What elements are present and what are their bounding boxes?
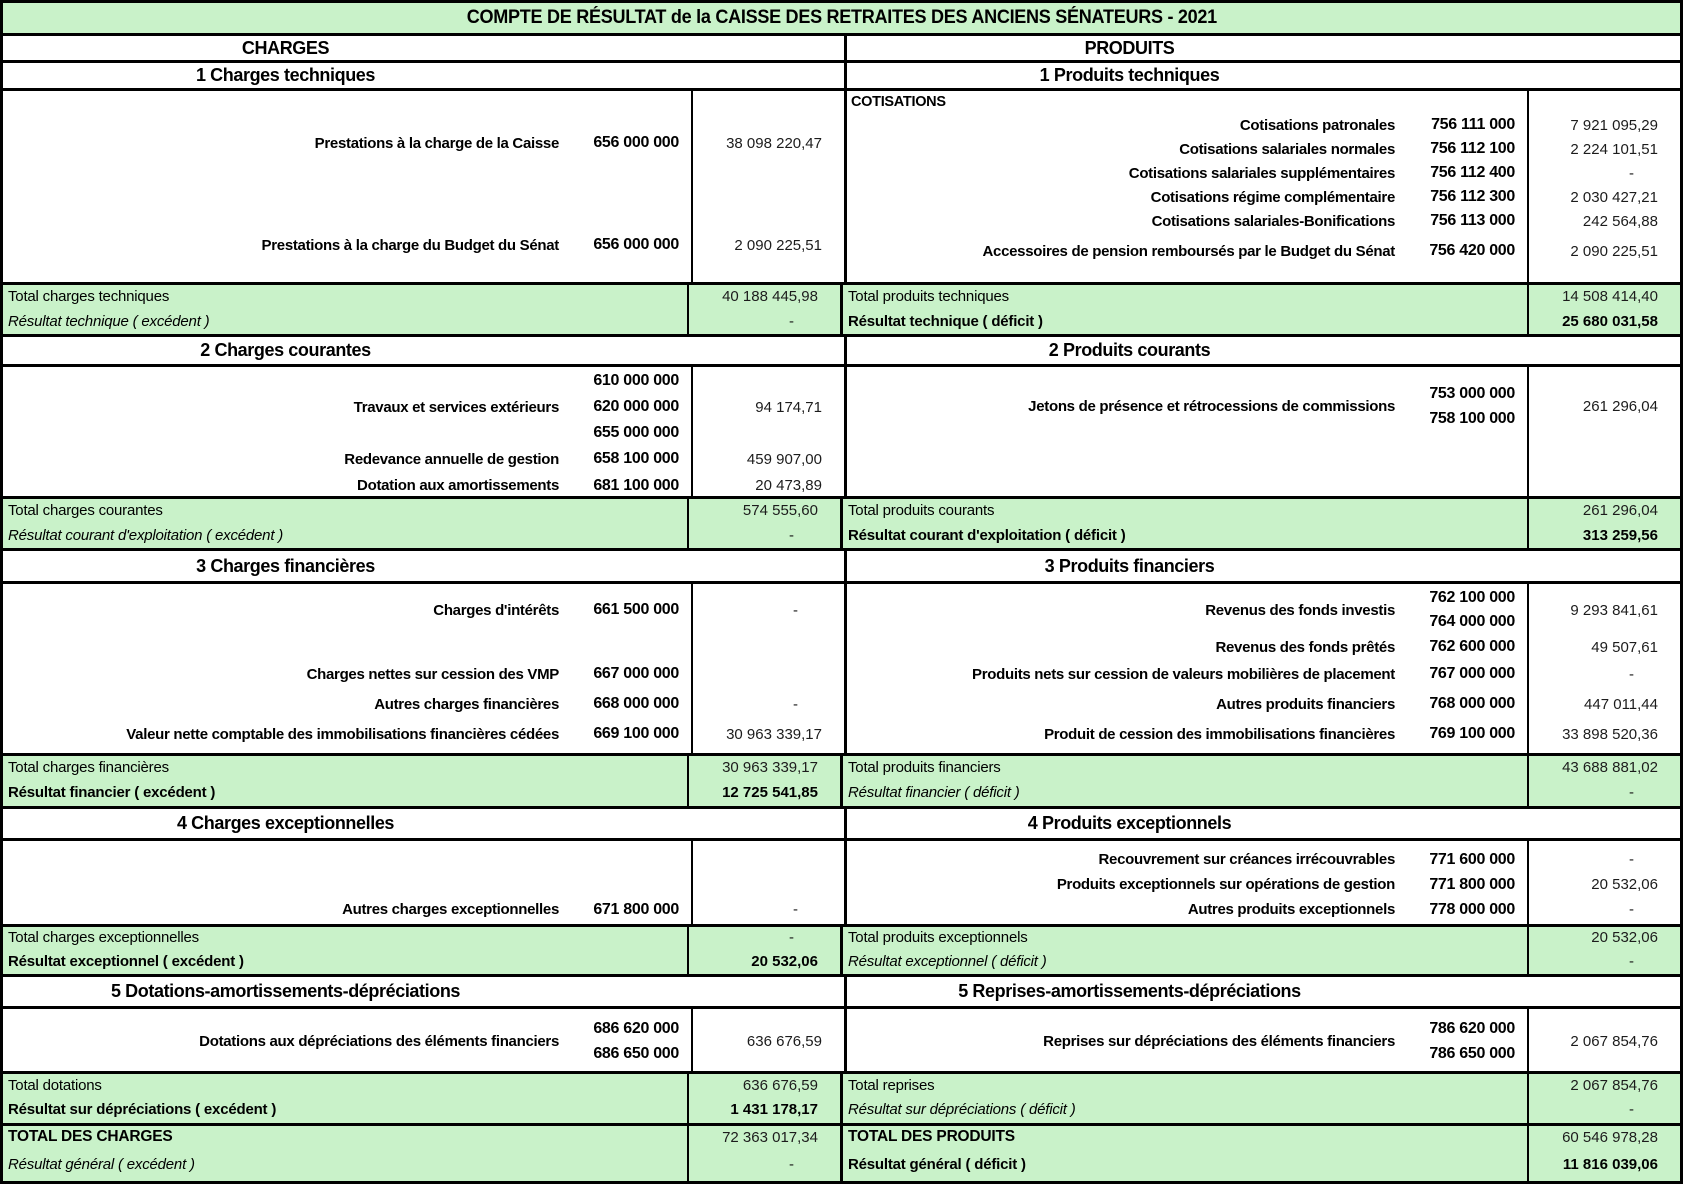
row-label: Redevance annuelle de gestion bbox=[344, 450, 559, 468]
section3-total-row bbox=[3, 753, 1680, 779]
result-label: Résultat sur dépréciations ( excédent ) bbox=[8, 1101, 277, 1118]
account-number: 764 000 000 bbox=[1429, 613, 1515, 630]
spacer bbox=[847, 367, 1680, 381]
amount-cell: 30 963 339,17 bbox=[726, 725, 822, 743]
row-label: Charges nettes sur cession des VMP bbox=[306, 665, 559, 683]
body-row bbox=[3, 446, 844, 472]
body-row bbox=[847, 239, 1680, 263]
charges-financieres-body bbox=[3, 584, 844, 753]
account-number: 756 111 000 bbox=[1431, 116, 1515, 133]
section2-produits-header-cell bbox=[844, 337, 1680, 364]
account-number: 756 112 400 bbox=[1430, 164, 1515, 181]
total-amount: - bbox=[687, 927, 840, 948]
amount-cell: 9 293 841,61 bbox=[1570, 601, 1658, 619]
value-column-divider bbox=[1527, 367, 1529, 496]
section2-charges-title: 2 Charges courantes bbox=[200, 340, 371, 360]
result-row-charges bbox=[3, 948, 840, 974]
total-amount: 40 188 445,98 bbox=[687, 285, 840, 308]
result-row-produits bbox=[840, 779, 1680, 806]
row-label: Autres charges exceptionnelles bbox=[342, 901, 559, 918]
spacer bbox=[3, 91, 844, 131]
total-amount: 261 296,04 bbox=[1527, 499, 1680, 522]
account-number: 669 100 000 bbox=[593, 725, 679, 742]
amount-cell: - bbox=[1629, 164, 1634, 182]
result-row-charges bbox=[3, 1096, 840, 1123]
value-column-divider bbox=[691, 841, 693, 924]
section4-body-row bbox=[3, 838, 1680, 924]
amount-cell: 20 532,06 bbox=[1591, 876, 1658, 893]
total-row-produits bbox=[840, 285, 1680, 308]
grand-total-amount: 60 546 978,28 bbox=[1527, 1126, 1680, 1148]
section4-produits-header-cell bbox=[844, 809, 1680, 838]
total-label: Total produits exceptionnels bbox=[848, 929, 1028, 946]
row-label: Cotisations salariales supplémentaires bbox=[1128, 164, 1395, 182]
account-number: 756 420 000 bbox=[1429, 242, 1515, 259]
produits-financiers-body bbox=[844, 584, 1680, 753]
body-row bbox=[847, 137, 1680, 161]
account-number: 762 600 000 bbox=[1429, 638, 1515, 655]
reprises-body bbox=[844, 1009, 1680, 1071]
body-row bbox=[847, 720, 1680, 748]
account-number: 655 000 000 bbox=[593, 424, 679, 441]
result-row-produits bbox=[840, 308, 1680, 334]
row-label: Valeur nette comptable des immobilisations financières cédées bbox=[126, 725, 559, 743]
section4-result-row bbox=[3, 948, 1680, 974]
account-number-stack bbox=[1404, 381, 1527, 431]
result-amount: - bbox=[1527, 779, 1680, 806]
body-row bbox=[3, 586, 844, 634]
result-label: Résultat courant d'exploitation ( déficit ) bbox=[848, 526, 1126, 544]
dotations-body bbox=[3, 1009, 844, 1071]
row-label: Cotisations régime complémentaire bbox=[1150, 188, 1395, 206]
body-row bbox=[847, 185, 1680, 209]
account-number: 610 000 000 bbox=[593, 371, 679, 389]
body-row bbox=[847, 161, 1680, 185]
body-row bbox=[3, 131, 844, 155]
total-label: Total dotations bbox=[8, 1076, 102, 1094]
section4-total-row bbox=[3, 924, 1680, 948]
value-column-divider bbox=[691, 1009, 693, 1071]
amount-cell: - bbox=[793, 601, 798, 619]
total-row-produits bbox=[840, 499, 1680, 522]
row-label: Jetons de présence et rétrocessions de commissions bbox=[1028, 397, 1395, 415]
produits-column-header: PRODUITS bbox=[1084, 37, 1175, 58]
total-amount: 20 532,06 bbox=[1527, 927, 1680, 948]
amount-cell: 33 898 520,36 bbox=[1562, 725, 1658, 743]
body-row-pair bbox=[847, 586, 1680, 634]
value-column-divider bbox=[691, 91, 693, 282]
amount-cell: 49 507,61 bbox=[1591, 638, 1658, 656]
spacer bbox=[3, 841, 844, 897]
total-row-charges bbox=[3, 927, 840, 948]
amount-cell: - bbox=[793, 695, 798, 713]
body-row bbox=[3, 660, 844, 688]
result-amount: 20 532,06 bbox=[687, 948, 840, 974]
total-row-produits bbox=[840, 1074, 1680, 1096]
row-label: Cotisations salariales normales bbox=[1179, 140, 1395, 158]
result-label: Résultat courant d'exploitation ( excédent ) bbox=[8, 526, 284, 544]
row-label: Cotisations patronales bbox=[1239, 116, 1395, 134]
amount-cell: - bbox=[1629, 901, 1634, 918]
section1-body-row bbox=[3, 88, 1680, 282]
section3-body-row bbox=[3, 581, 1680, 753]
general-result-row bbox=[3, 1148, 1680, 1181]
section3-charges-header-cell bbox=[3, 551, 844, 581]
result-row-produits bbox=[840, 1096, 1680, 1123]
body-row bbox=[847, 872, 1680, 897]
total-row-produits bbox=[840, 927, 1680, 948]
body-row bbox=[3, 420, 844, 446]
total-label: Total reprises bbox=[848, 1076, 935, 1094]
general-result-amount: - bbox=[687, 1148, 840, 1181]
section1-charges-title: 1 Charges techniques bbox=[195, 65, 376, 85]
cotisations-note-row bbox=[847, 91, 1680, 113]
account-number: 671 800 000 bbox=[593, 900, 679, 918]
spacer bbox=[3, 1009, 844, 1016]
account-number: 658 100 000 bbox=[593, 450, 679, 467]
total-label: Total charges financières bbox=[8, 759, 169, 776]
amount-cell: 20 473,89 bbox=[755, 477, 822, 494]
value-column-divider bbox=[1527, 584, 1529, 753]
row-label: Autres charges financières bbox=[374, 695, 559, 713]
account-number: 786 620 000 bbox=[1429, 1020, 1515, 1037]
section4-header-row bbox=[3, 806, 1680, 838]
account-number: 667 000 000 bbox=[593, 665, 679, 682]
section4-produits-title: 4 Produits exceptionnels bbox=[1027, 813, 1232, 833]
total-row-charges bbox=[3, 285, 840, 308]
section1-charges-header-cell bbox=[3, 63, 844, 88]
total-label: Total charges courantes bbox=[8, 502, 163, 519]
produits-techniques-body bbox=[844, 91, 1680, 282]
result-row-produits bbox=[840, 948, 1680, 974]
produits-courants-body bbox=[844, 367, 1680, 496]
result-amount: - bbox=[687, 522, 840, 548]
amount-cell: 459 907,00 bbox=[746, 450, 822, 468]
grand-total-amount: 72 363 017,34 bbox=[687, 1126, 840, 1148]
account-number: 771 800 000 bbox=[1429, 875, 1515, 893]
amount-cell: 261 296,04 bbox=[1582, 397, 1658, 415]
general-result-label: Résultat général ( excédent ) bbox=[8, 1156, 195, 1173]
account-number: 668 000 000 bbox=[593, 695, 679, 712]
result-amount: - bbox=[1527, 1096, 1680, 1123]
body-row bbox=[847, 847, 1680, 872]
account-number: 686 650 000 bbox=[593, 1045, 679, 1062]
general-result-charges bbox=[3, 1148, 840, 1181]
row-label: Revenus des fonds prêtés bbox=[1215, 638, 1395, 656]
result-amount: - bbox=[1527, 948, 1680, 974]
result-row-charges bbox=[3, 308, 840, 334]
total-amount: 30 963 339,17 bbox=[687, 756, 840, 779]
total-amount: 2 067 854,76 bbox=[1527, 1074, 1680, 1096]
account-number: 768 000 000 bbox=[1429, 695, 1515, 712]
amount-cell: 2 090 225,51 bbox=[1570, 242, 1658, 260]
total-row-charges bbox=[3, 756, 840, 779]
result-amount: 313 259,56 bbox=[1527, 522, 1680, 548]
account-number: 756 112 100 bbox=[1430, 140, 1515, 157]
total-amount: 636 676,59 bbox=[687, 1074, 840, 1096]
body-row-pair bbox=[3, 1016, 844, 1066]
row-label: Autres produits exceptionnels bbox=[1187, 901, 1395, 918]
section1-produits-header-cell bbox=[844, 63, 1680, 88]
body-row-pair bbox=[847, 381, 1680, 431]
value-column-divider bbox=[1527, 1009, 1529, 1071]
result-amount: 25 680 031,58 bbox=[1527, 308, 1680, 334]
account-number-stack bbox=[1404, 586, 1527, 634]
body-row bbox=[3, 233, 844, 257]
amount-cell: 38 098 220,47 bbox=[726, 134, 822, 152]
value-column-divider bbox=[691, 584, 693, 753]
body-row bbox=[847, 634, 1680, 660]
row-label: Dotation aux amortissements bbox=[357, 477, 559, 494]
section3-produits-header-cell bbox=[844, 551, 1680, 581]
total-label: Total produits techniques bbox=[848, 288, 1009, 305]
grand-total-label: TOTAL DES PRODUITS bbox=[848, 1128, 1015, 1145]
row-label: Dotations aux dépréciations des éléments financiers bbox=[199, 1032, 559, 1050]
produits-header-cell bbox=[844, 36, 1680, 60]
value-column-divider bbox=[1527, 841, 1529, 924]
row-label: Travaux et services extérieurs bbox=[353, 398, 559, 416]
row-label: Prestations à la charge du Budget du Sénat bbox=[261, 236, 559, 254]
result-label: Résultat financier ( déficit ) bbox=[848, 784, 1020, 801]
account-number: 753 000 000 bbox=[1429, 385, 1515, 402]
grand-total-row bbox=[3, 1123, 1680, 1148]
amount-cell: 2 090 225,51 bbox=[734, 236, 822, 254]
result-label: Résultat sur dépréciations ( déficit ) bbox=[848, 1101, 1076, 1118]
row-label: Prestations à la charge de la Caisse bbox=[314, 134, 559, 152]
account-number: 656 000 000 bbox=[593, 134, 679, 151]
total-amount: 43 688 881,02 bbox=[1527, 756, 1680, 779]
produits-exceptionnels-body bbox=[844, 841, 1680, 924]
amount-cell: 7 921 095,29 bbox=[1570, 116, 1658, 134]
amount-cell: 2 067 854,76 bbox=[1570, 1032, 1658, 1050]
result-amount: 1 431 178,17 bbox=[687, 1096, 840, 1123]
row-label: Revenus des fonds investis bbox=[1205, 601, 1395, 619]
spacer bbox=[3, 155, 844, 233]
general-result-label: Résultat général ( déficit ) bbox=[848, 1156, 1026, 1173]
cotisations-note: COTISATIONS bbox=[851, 94, 946, 110]
section2-header-row bbox=[3, 334, 1680, 364]
amount-cell: 636 676,59 bbox=[746, 1032, 822, 1050]
row-label: Reprises sur dépréciations des éléments financiers bbox=[1043, 1032, 1395, 1050]
section1-produits-title: 1 Produits techniques bbox=[1039, 65, 1220, 85]
section5-result-row bbox=[3, 1096, 1680, 1123]
general-result-amount: 11 816 039,06 bbox=[1527, 1148, 1680, 1181]
section5-charges-header-cell bbox=[3, 977, 844, 1006]
grand-total-charges bbox=[3, 1126, 840, 1148]
body-row bbox=[847, 897, 1680, 922]
charges-column-header: CHARGES bbox=[241, 37, 330, 58]
section2-produits-title: 2 Produits courants bbox=[1048, 340, 1211, 360]
value-column-divider bbox=[1527, 91, 1529, 282]
charges-techniques-body bbox=[3, 91, 844, 282]
account-number: 756 112 300 bbox=[1430, 188, 1515, 205]
total-row-produits bbox=[840, 756, 1680, 779]
account-number: 771 600 000 bbox=[1429, 850, 1515, 868]
account-number: 778 000 000 bbox=[1429, 900, 1515, 918]
result-amount: 12 725 541,85 bbox=[687, 779, 840, 806]
amount-cell: - bbox=[1629, 665, 1634, 683]
section5-header-row bbox=[3, 974, 1680, 1006]
account-number: 756 113 000 bbox=[1430, 212, 1515, 229]
result-row-produits bbox=[840, 522, 1680, 548]
charges-header-cell bbox=[3, 36, 844, 60]
section5-total-row bbox=[3, 1071, 1680, 1096]
account-number-stack bbox=[1404, 1016, 1527, 1066]
section4-charges-title: 4 Charges exceptionnelles bbox=[176, 813, 395, 833]
body-row bbox=[3, 472, 844, 496]
row-label: Charges d'intérêts bbox=[433, 601, 559, 619]
spacer bbox=[3, 634, 844, 660]
amount-cell: 447 011,44 bbox=[1584, 695, 1658, 713]
amount-cell: - bbox=[1629, 851, 1634, 868]
section2-charges-header-cell bbox=[3, 337, 844, 364]
charges-courantes-body bbox=[3, 367, 844, 496]
total-label: Total charges techniques bbox=[8, 288, 170, 305]
result-amount: - bbox=[687, 308, 840, 334]
account-number: 762 100 000 bbox=[1429, 589, 1515, 606]
section3-header-row bbox=[3, 548, 1680, 581]
body-row bbox=[3, 394, 844, 420]
account-number: 767 000 000 bbox=[1429, 665, 1515, 682]
body-row bbox=[3, 688, 844, 720]
account-number: 681 100 000 bbox=[593, 476, 679, 494]
result-label: Résultat financier ( excédent ) bbox=[8, 784, 216, 801]
amount-cell: 242 564,88 bbox=[1582, 212, 1658, 230]
row-label: Accessoires de pension remboursés par le Budget du Sénat bbox=[982, 242, 1395, 260]
section4-charges-header-cell bbox=[3, 809, 844, 838]
amount-cell: - bbox=[793, 901, 798, 918]
total-row-charges bbox=[3, 499, 840, 522]
result-label: Résultat technique ( excédent ) bbox=[8, 312, 210, 330]
account-number: 769 100 000 bbox=[1429, 725, 1515, 742]
section3-charges-title: 3 Charges financières bbox=[196, 555, 375, 576]
section3-result-row bbox=[3, 779, 1680, 806]
section1-result-row bbox=[3, 308, 1680, 334]
body-row-pair bbox=[847, 1016, 1680, 1066]
result-label: Résultat technique ( déficit ) bbox=[848, 312, 1043, 330]
row-label: Recouvrement sur créances irrécouvrables bbox=[1098, 851, 1395, 868]
grand-total-produits bbox=[840, 1126, 1680, 1148]
page-title: COMPTE DE RÉSULTAT de la CAISSE DES RETRAITES DES ANCIENS SÉNATEURS - 2021 bbox=[466, 7, 1217, 28]
section5-produits-title: 5 Reprises-amortissements-dépréciations bbox=[958, 981, 1301, 1001]
section5-produits-header-cell bbox=[844, 977, 1680, 1006]
row-label: Autres produits financiers bbox=[1216, 695, 1395, 713]
total-label: Total produits courants bbox=[848, 502, 995, 519]
amount-cell: 94 174,71 bbox=[755, 398, 822, 416]
section5-charges-title: 5 Dotations-amortissements-dépréciations bbox=[110, 981, 461, 1001]
general-result-produits bbox=[840, 1148, 1680, 1181]
body-row bbox=[847, 209, 1680, 233]
section2-result-row bbox=[3, 522, 1680, 548]
body-row bbox=[847, 113, 1680, 137]
section5-body-row bbox=[3, 1006, 1680, 1071]
result-label: Résultat exceptionnel ( excédent ) bbox=[8, 952, 244, 970]
section2-body-row bbox=[3, 364, 1680, 496]
amount-cell: 2 030 427,21 bbox=[1570, 188, 1658, 206]
body-row bbox=[847, 688, 1680, 720]
total-row-charges bbox=[3, 1074, 840, 1096]
charges-exceptionnelles-body bbox=[3, 841, 844, 924]
spacer bbox=[847, 1009, 1680, 1016]
account-number: 758 100 000 bbox=[1429, 410, 1515, 427]
body-row bbox=[847, 660, 1680, 688]
account-number-stack bbox=[568, 1016, 691, 1066]
total-amount: 14 508 414,40 bbox=[1527, 285, 1680, 308]
row-label: Produit de cession des immobilisations financières bbox=[1044, 725, 1395, 743]
result-label: Résultat exceptionnel ( déficit ) bbox=[848, 952, 1047, 970]
account-number: 661 500 000 bbox=[593, 601, 679, 618]
column-header-row bbox=[3, 33, 1680, 60]
section1-total-row bbox=[3, 282, 1680, 308]
body-row bbox=[3, 367, 844, 394]
account-number: 686 620 000 bbox=[593, 1020, 679, 1037]
body-row bbox=[3, 897, 844, 922]
body-row bbox=[3, 720, 844, 748]
row-label: Cotisations salariales-Bonifications bbox=[1151, 212, 1395, 230]
section3-produits-title: 3 Produits financiers bbox=[1044, 555, 1215, 576]
account-number: 786 650 000 bbox=[1429, 1045, 1515, 1062]
total-amount: 574 555,60 bbox=[687, 499, 840, 522]
account-number: 620 000 000 bbox=[593, 398, 679, 415]
total-label: Total produits financiers bbox=[848, 759, 1001, 776]
account-number: 656 000 000 bbox=[593, 236, 679, 253]
section2-total-row bbox=[3, 496, 1680, 522]
row-label: Produits nets sur cession de valeurs mobilières de placement bbox=[972, 665, 1395, 683]
result-row-charges bbox=[3, 779, 840, 806]
total-label: Total charges exceptionnelles bbox=[8, 929, 199, 946]
amount-cell: 2 224 101,51 bbox=[1570, 140, 1658, 158]
section1-header-row bbox=[3, 60, 1680, 88]
result-row-charges bbox=[3, 522, 840, 548]
title-row bbox=[3, 3, 1680, 33]
grand-total-label: TOTAL DES CHARGES bbox=[8, 1128, 173, 1145]
value-column-divider bbox=[691, 367, 693, 496]
row-label: Produits exceptionnels sur opérations de gestion bbox=[1056, 876, 1395, 893]
